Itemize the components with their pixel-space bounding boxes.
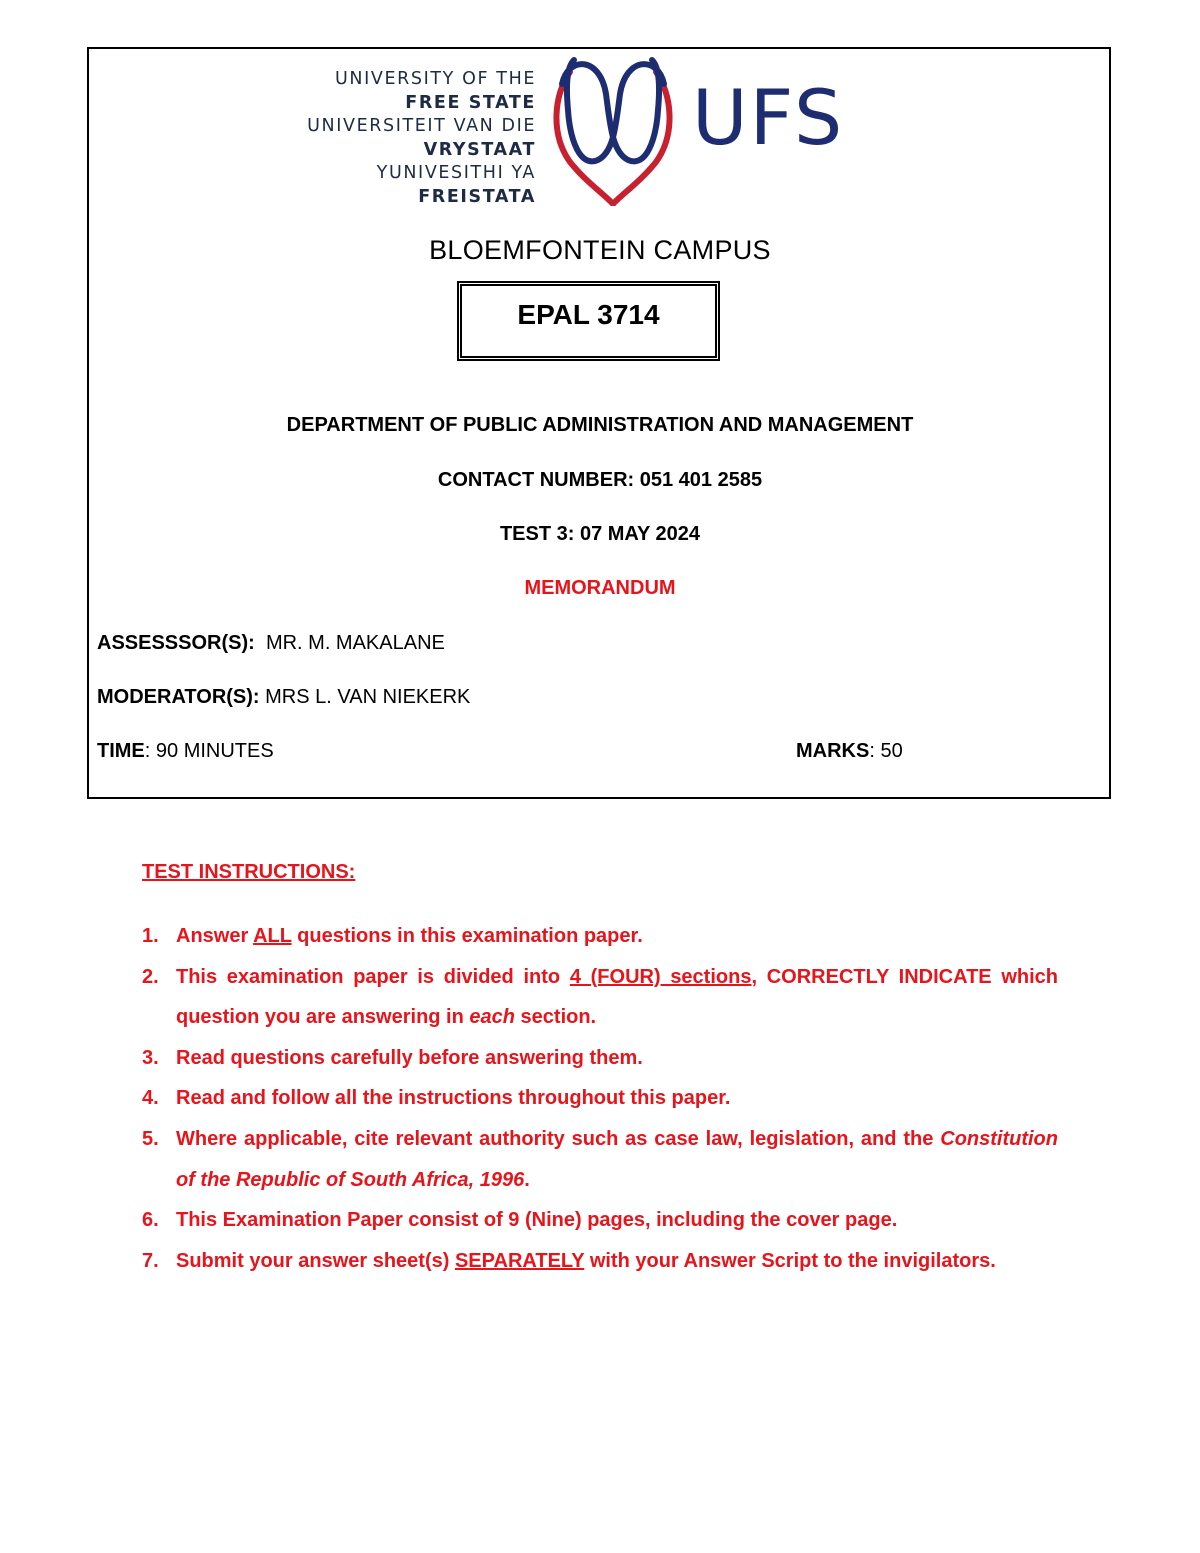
logo-line: YUNIVESITHI YA xyxy=(376,163,536,184)
moderator-label: MODERATOR(S): xyxy=(97,686,260,708)
moderator-value: MRS L. VAN NIEKERK xyxy=(265,686,471,708)
instruction-number: 1. xyxy=(142,925,159,947)
logo-wordmark: UFS xyxy=(692,73,845,162)
instruction-number: 7. xyxy=(142,1249,159,1272)
instruction-number: 6. xyxy=(142,1209,159,1232)
logo-line: FREE STATE xyxy=(405,92,536,113)
instruction-emphasis: SEPARATELY xyxy=(454,1249,585,1272)
module-code: EPAL 3714 xyxy=(517,299,660,330)
assessor-value: MR. M. MAKALANE xyxy=(265,632,445,654)
instruction-text: Where applicable, cite relevant authority such as case law, legislation, and the xyxy=(176,1127,941,1150)
instruction-text: Read and follow all the instructions throughout this paper. xyxy=(176,1087,731,1110)
logo-university-name xyxy=(300,68,536,210)
instructions-title: TEST INSTRUCTIONS: xyxy=(142,861,356,883)
instructions-list xyxy=(142,916,1058,1281)
instruction-text: section. xyxy=(514,1006,597,1029)
instruction-number: 3. xyxy=(142,1046,159,1069)
marks-value: : 50 xyxy=(869,740,903,762)
time-label: TIME xyxy=(97,740,145,762)
assessor-field xyxy=(97,632,445,655)
marks-field xyxy=(796,740,903,763)
logo-line: UNIVERSITEIT VAN DIE xyxy=(307,116,536,137)
ufs-heart-emblem-icon xyxy=(548,54,678,206)
instruction-text: . xyxy=(524,1168,530,1191)
instruction-text: Submit your answer sheet(s) xyxy=(176,1249,455,1272)
logo-line: FREISTATA xyxy=(418,186,536,207)
logo-line: UNIVERSITY OF THE xyxy=(335,69,536,89)
instruction-text: Answer xyxy=(176,925,254,947)
instruction-emphasis: each xyxy=(469,1006,515,1029)
instruction-item xyxy=(142,916,1058,957)
instruction-number: 4. xyxy=(142,1087,159,1110)
time-value: : 90 MINUTES xyxy=(144,740,274,762)
test-date: TEST 3: 07 MAY 2024 xyxy=(499,523,701,545)
instruction-item xyxy=(142,1119,1058,1200)
instruction-text: Read questions carefully before answering them. xyxy=(176,1046,643,1069)
instruction-item xyxy=(142,1241,1058,1282)
instruction-item xyxy=(142,1078,1058,1119)
campus-title: BLOEMFONTEIN CAMPUS xyxy=(429,235,771,265)
instruction-item xyxy=(142,1038,1058,1079)
instruction-text: with your Answer Script to the invigilators. xyxy=(584,1249,996,1272)
instruction-text: This examination paper is divided into xyxy=(176,965,570,988)
department-name: DEPARTMENT OF PUBLIC ADMINISTRATION AND MANAGEMENT xyxy=(286,414,914,436)
contact-number: CONTACT NUMBER: 051 401 2585 xyxy=(437,469,763,491)
instruction-emphasis: Constitution of the Republic of South Africa, 1996 xyxy=(176,1127,1058,1191)
ufs-logo xyxy=(300,52,860,210)
moderator-field xyxy=(97,686,470,709)
instruction-item xyxy=(142,957,1058,1038)
module-code-box xyxy=(457,281,720,361)
instruction-text: questions in this examination paper. xyxy=(291,925,643,947)
instruction-emphasis: ALL xyxy=(253,925,292,947)
time-field xyxy=(97,740,274,763)
logo-line: VRYSTAAT xyxy=(423,139,536,160)
assessor-label: ASSESSSOR(S): xyxy=(97,632,255,654)
instruction-text: , CORRECTLY INDICATE which question you are answering in xyxy=(176,965,1058,1029)
instruction-number: 2. xyxy=(142,965,159,988)
memorandum-label: MEMORANDUM xyxy=(524,577,676,599)
instruction-number: 5. xyxy=(142,1127,159,1150)
instruction-emphasis: 4 (FOUR) sections xyxy=(569,965,752,988)
instruction-text: This Examination Paper consist of 9 (Nine) pages, including the cover page. xyxy=(176,1209,898,1232)
marks-label: MARKS xyxy=(796,740,870,762)
instruction-item xyxy=(142,1200,1058,1241)
